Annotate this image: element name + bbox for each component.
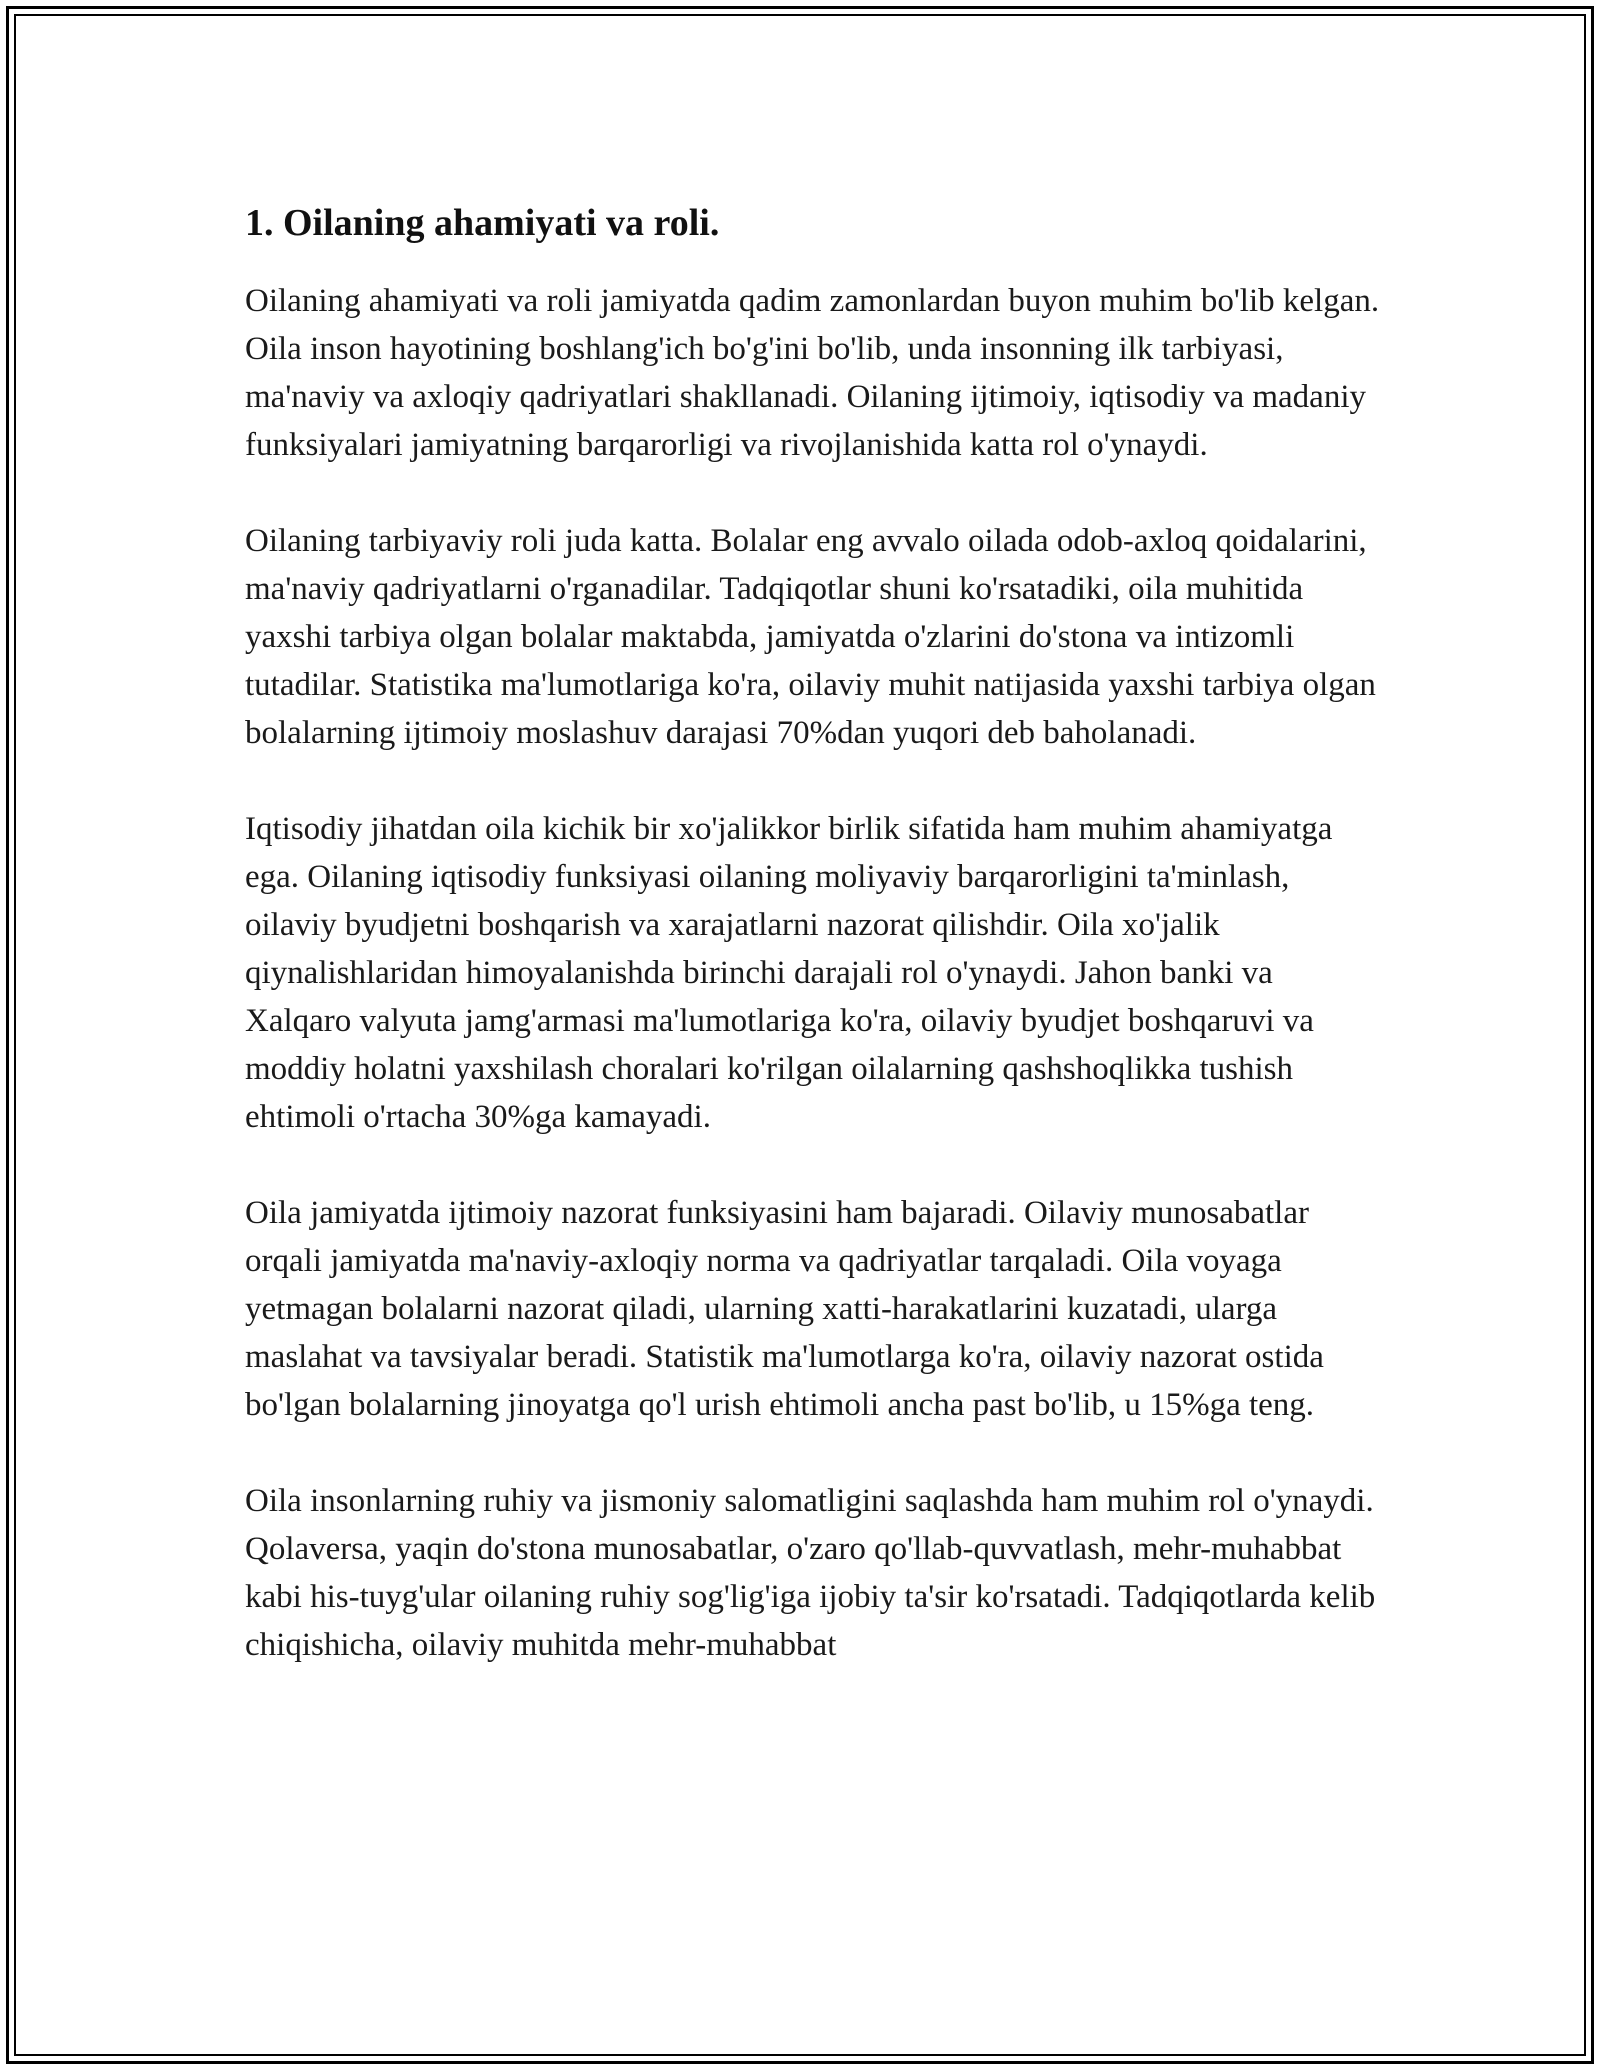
paragraph: Oila jamiyatda ijtimoiy nazorat funksiyasini ham bajaradi. Oilaviy munosabatlar orqali jamiyatda ma'naviy-axloqiy norma va qadriyatlar tarqaladi. Oila voyaga yetmagan bolalarni nazorat qiladi, ularning xatti-harakatlarini kuzatadi, ularga maslahat va tavsiyalar beradi. Statistik ma'lumotlarga ko'ra, oilaviy nazorat ostida bo'lgan bolalarning jinoyatga qo'l urish ehtimoli ancha past bo'lib, u 15%ga teng.: [245, 1195, 1324, 1423]
paragraph: Iqtisodiy jihatdan oila kichik bir xo'jalikkor birlik sifatida ham muhim ahamiyatga ega. Oilaning iqtisodiy funksiyasi oilaning moliyaviy barqarorligini ta'minlash, oilaviy byudjetni boshqarish va xarajatlarni nazorat qilishdir. Oila xo'jalik qiynalishlaridan himoyalanishda birinchi darajali rol o'ynaydi. Jahon banki va Xalqaro valyuta jamg'armasi ma'lumotlariga ko'ra, oilaviy byudjet boshqaruvi va moddiy holatni yaxshilash choralari ko'rilgan oilalarning qashshoqlikka tushish ehtimoli o'rtacha 30%ga kamayadi.: [245, 811, 1333, 1135]
paragraph: Oilaning ahamiyati va roli jamiyatda qadim zamonlardan buyon muhim bo'lib kelgan. Oila inson hayotining boshlang'ich bo'g'ini bo'lib, unda insonning ilk tarbiyasi, ma'naviy va axloqiy qadriyatlari shakllanadi. Oilaning ijtimoiy, iqtisodiy va madaniy funksiyalari jamiyatning barqarorligi va rivojlanishida katta rol o'ynaydi.: [245, 283, 1380, 463]
section-heading: 1. Oilaning ahamiyati va roli.: [245, 202, 720, 244]
document-page: [6, 6, 1594, 2064]
paragraph: Oila insonlarning ruhiy va jismoniy salomatligini saqlashda ham muhim rol o'ynaydi. Qolaversa, yaqin do'stona munosabatlar, o'zaro qo'llab-quvvatlash, mehr-muhabbat kabi his-tuyg'ular oilaning ruhiy sog'lig'iga ijobiy ta'sir ko'rsatadi. Tadqiqotlarda kelib chiqishicha, oilaviy muhitda mehr-muhabbat: [245, 1483, 1376, 1663]
paragraph: Oilaning tarbiyaviy roli juda katta. Bolalar eng avvalo oilada odob-axloq qoidalarini, ma'naviy qadriyatlarni o'rganadilar. Tadqiqotlar shuni ko'rsatadiki, oila muhitida yaxshi tarbiya olgan bolalar maktabda, jamiyatda o'zlarini do'stona va intizomli tutadilar. Statistika ma'lumotlariga ko'ra, oilaviy muhit natijasida yaxshi tarbiya olgan bolalarning ijtimoiy moslashuv darajasi 70%dan yuqori deb baholanadi.: [245, 523, 1376, 751]
document-content: [245, 199, 1385, 1717]
